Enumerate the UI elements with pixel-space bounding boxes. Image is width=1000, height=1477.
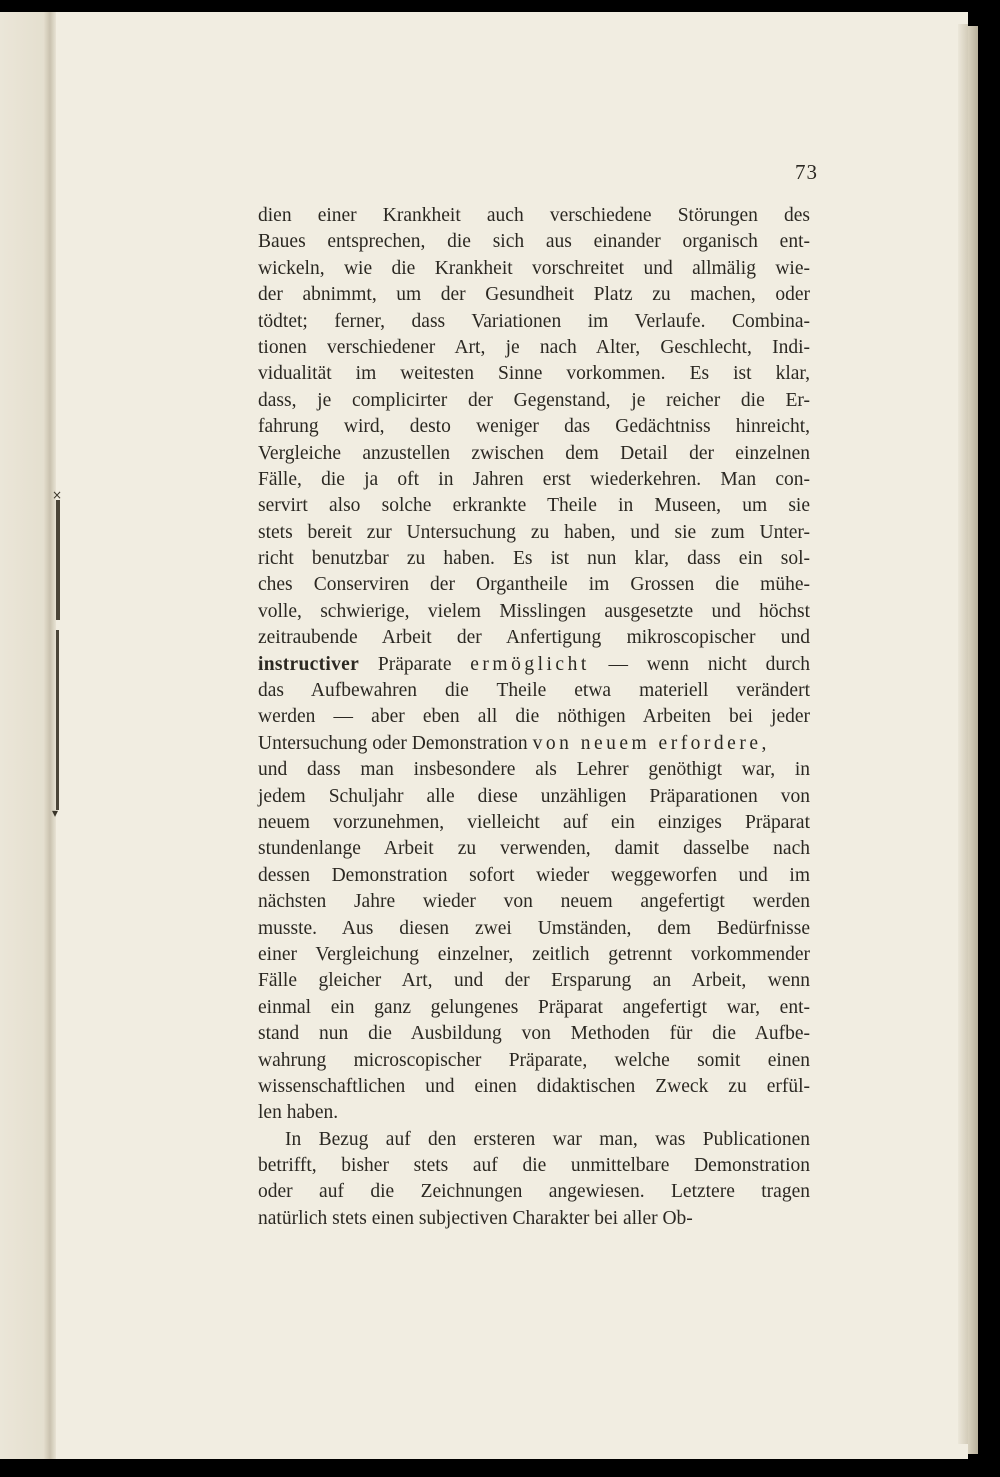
text-segment: nächsten Jahre wieder von neuem angefertigt werden xyxy=(258,891,810,913)
text-segment: Vergleiche anzustellen zwischen dem Detail der einzelnen xyxy=(258,442,810,464)
text-line xyxy=(258,889,810,915)
text-line xyxy=(258,388,810,414)
text-segment: dessen Demonstration sofort wieder weggeworfen und im xyxy=(258,864,810,886)
text-segment: zeitraubende Arbeit der Anfertigung mikroscopischer und xyxy=(258,627,810,649)
text-segment: betrifft, bisher stets auf die unmittelbare Demonstration xyxy=(258,1155,810,1177)
margin-bracket-bottom-glyph: ▾ xyxy=(52,806,59,820)
text-segment: einer Vergleichung einzelner, zeitlich getrennt vorkommender xyxy=(258,943,810,965)
text-line xyxy=(258,1021,810,1047)
text-line xyxy=(258,1153,810,1179)
text-line xyxy=(258,836,810,862)
text-line xyxy=(258,995,810,1021)
text-line xyxy=(258,282,810,308)
text-segment: Baues entsprechen, die sich aus einander organisch ent- xyxy=(258,231,810,253)
margin-bracket-mark xyxy=(56,500,60,620)
text-segment: Untersuchung oder Demonstration xyxy=(258,732,533,754)
text-line xyxy=(258,256,810,282)
text-line xyxy=(258,1206,810,1232)
bold-text: instructiver xyxy=(258,653,360,675)
text-line xyxy=(258,520,810,546)
text-segment: stand nun die Ausbildung von Methoden für die Aufbe- xyxy=(258,1023,810,1045)
text-segment: fahrung wird, desto weniger das Gedächtniss hinreicht, xyxy=(258,416,810,438)
text-segment: stets bereit zur Untersuchung zu haben, und sie zum Unter- xyxy=(258,521,810,543)
text-line xyxy=(258,942,810,968)
margin-bracket-top-glyph: × xyxy=(52,488,63,502)
text-segment: Fälle gleicher Art, und der Ersparung an Arbeit, wenn xyxy=(258,970,810,992)
text-segment: jedem Schuljahr alle diese unzähligen Präparationen von xyxy=(258,785,810,807)
spaced-emphasis-text: von neuem erfordere xyxy=(532,732,762,754)
text-line xyxy=(258,1179,810,1205)
text-line xyxy=(258,1100,810,1126)
text-segment: servirt also solche erkrankte Theile in Museen, um sie xyxy=(258,495,810,517)
text-line xyxy=(258,467,810,493)
text-segment: In Bezug auf den ersteren war man, was Publicationen xyxy=(285,1128,810,1150)
text-segment: Präparate xyxy=(359,653,471,675)
text-line xyxy=(258,916,810,942)
text-line xyxy=(258,572,810,598)
text-line xyxy=(258,203,810,229)
spaced-emphasis-text: ermöglicht xyxy=(470,653,590,675)
text-segment: volle, schwierige, vielem Misslingen ausgesetzte und höchst xyxy=(258,600,810,622)
text-line xyxy=(258,731,810,757)
text-segment: neuem vorzunehmen, vielleicht auf ein einziges Präparat xyxy=(258,811,810,833)
text-segment: werden — aber eben all die nöthigen Arbeiten bei jeder xyxy=(258,706,810,728)
text-segment: wickeln, wie die Krankheit vorschreitet und allmälig wie- xyxy=(258,257,810,279)
text-segment: wahrung microscopischer Präparate, welche somit einen xyxy=(258,1049,810,1071)
text-line xyxy=(258,335,810,361)
text-line xyxy=(258,414,810,440)
text-segment: tödtet; ferner, dass Variationen im Verlaufe. Combina- xyxy=(258,310,810,332)
text-line xyxy=(258,652,810,678)
text-line xyxy=(258,599,810,625)
text-line xyxy=(258,863,810,889)
text-line xyxy=(258,625,810,651)
text-segment: das Aufbewahren die Theile etwa materiell verändert xyxy=(258,680,810,702)
text-segment: tionen verschiedener Art, je nach Alter, Geschlecht, Indi- xyxy=(258,336,810,358)
text-segment: oder auf die Zeichnungen angewiesen. Letztere tragen xyxy=(258,1181,810,1203)
text-segment: ches Conserviren der Organtheile im Grossen die mühe- xyxy=(258,574,810,596)
text-line xyxy=(258,1127,810,1153)
text-line xyxy=(258,546,810,572)
text-line xyxy=(258,493,810,519)
book-gutter xyxy=(44,12,59,1459)
text-line xyxy=(258,361,810,387)
text-segment: der abnimmt, um der Gesundheit Platz zu machen, oder xyxy=(258,284,810,306)
text-line xyxy=(258,968,810,994)
page-number: 73 xyxy=(795,160,818,184)
text-line xyxy=(258,757,810,783)
text-line xyxy=(258,810,810,836)
text-segment: stundenlange Arbeit zu verwenden, damit dasselbe nach xyxy=(258,838,810,860)
text-line xyxy=(258,704,810,730)
text-line xyxy=(258,678,810,704)
text-line xyxy=(258,229,810,255)
margin-bracket-mark xyxy=(56,630,59,810)
text-segment: vidualität im weitesten Sinne vorkommen. Es ist klar, xyxy=(258,363,810,385)
text-segment: dien einer Krankheit auch verschiedene Störungen des xyxy=(258,205,810,226)
text-segment: wissenschaftlichen und einen didaktischen Zweck zu erfül- xyxy=(258,1075,810,1097)
text-line xyxy=(258,784,810,810)
text-segment: einmal ein ganz gelungenes Präparat angefertigt war, ent- xyxy=(258,996,810,1018)
text-segment: musste. Aus diesen zwei Umständen, dem Bedürfnisse xyxy=(258,917,810,939)
text-line xyxy=(258,441,810,467)
left-page-edge xyxy=(0,12,44,1459)
page-stack-edge xyxy=(968,26,978,1454)
text-line xyxy=(258,1074,810,1100)
text-segment: len haben. xyxy=(258,1102,339,1124)
text-segment: richt benutzbar zu haben. Es ist nun klar, dass ein sol- xyxy=(258,548,810,570)
text-segment: Fälle, die ja oft in Jahren erst wiederkehren. Man con- xyxy=(258,468,810,490)
text-line xyxy=(258,1048,810,1074)
text-segment: dass, je complicirter der Gegenstand, je reicher die Er- xyxy=(258,389,810,411)
text-line xyxy=(258,309,810,335)
text-segment: und dass man insbesondere als Lehrer genöthigt war, in xyxy=(258,759,810,781)
text-segment: natürlich stets einen subjectiven Charakter bei aller Ob- xyxy=(258,1207,693,1229)
text-segment: , xyxy=(761,732,767,754)
text-segment: — wenn nicht durch xyxy=(589,653,810,675)
right-page-edge xyxy=(958,24,968,1444)
body-text xyxy=(258,203,810,1232)
